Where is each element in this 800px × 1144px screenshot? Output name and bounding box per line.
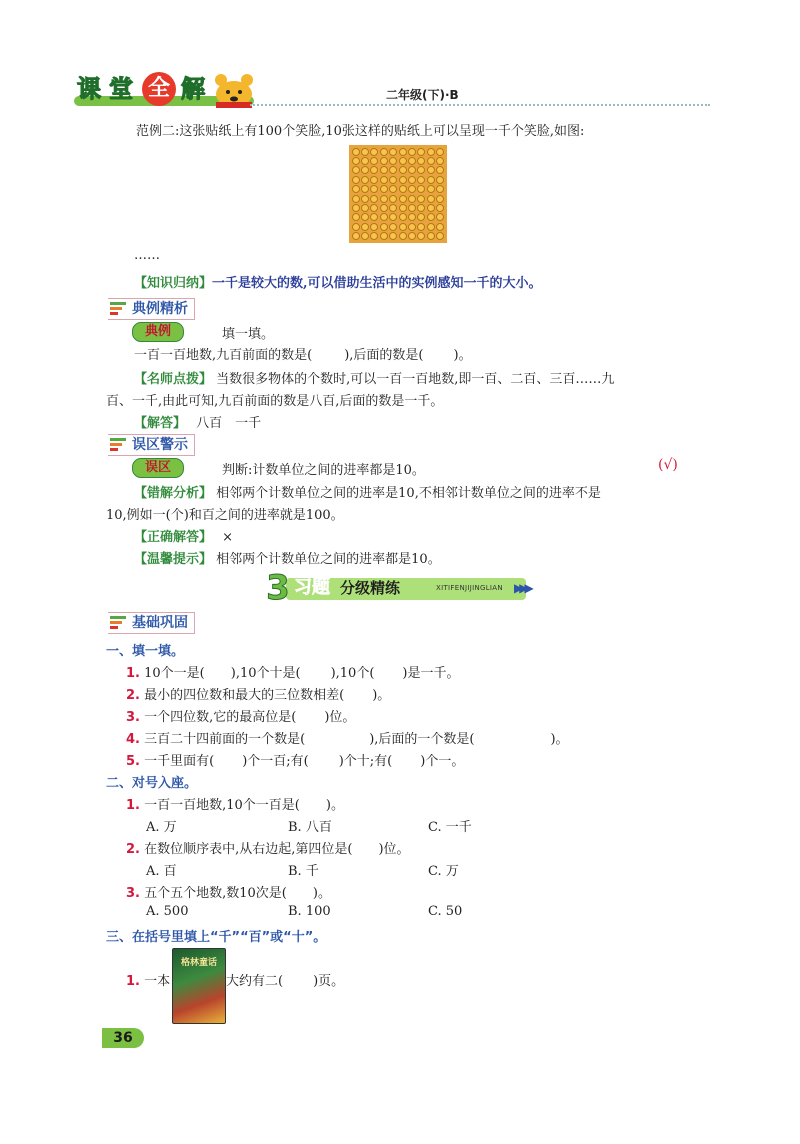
smiley-face-icon (427, 157, 435, 165)
question-number: 1. (126, 974, 140, 989)
typical-question-part: 一百一百地数,九百前面的数是( (134, 348, 313, 363)
smiley-face-icon (399, 204, 407, 212)
part1-q4 (126, 728, 569, 747)
section-typical-examples (108, 298, 195, 320)
smiley-face-icon (361, 195, 369, 203)
logo-char-2: 堂 (109, 75, 133, 103)
question-text: ),10个十是( (230, 666, 301, 681)
part2-title: 二、对号入座。 (106, 776, 198, 791)
answer-tag: 【解答】 (134, 416, 187, 431)
part1-q5 (126, 750, 464, 769)
part1-title: 一、填一填。 (106, 644, 185, 659)
smiley-face-icon (417, 223, 425, 231)
answer-line (134, 412, 261, 431)
smiley-face-icon (399, 176, 407, 184)
triple-arrow-icon: ▶▶▶ (514, 581, 530, 595)
smiley-face-icon (361, 166, 369, 174)
smiley-face-icon (427, 204, 435, 212)
analysis-line-1 (134, 482, 601, 501)
smiley-face-icon (417, 232, 425, 240)
smiley-face-icon (408, 166, 416, 174)
mistake-pill: 误区 (132, 458, 184, 478)
tip-text: 当数很多物体的个数时,可以一百一百地数,即一百、二百、三百……九 (216, 372, 615, 387)
tip-line-1 (134, 368, 614, 387)
analysis-tag: 【错解分析】 (134, 486, 213, 501)
mistake-text: 判断:计数单位之间的进率都是10。 (222, 463, 425, 478)
smiley-face-icon (352, 232, 360, 240)
smiley-face-icon (408, 195, 416, 203)
option-b[interactable]: B. 八百 (288, 820, 332, 835)
smiley-face-icon (427, 176, 435, 184)
smiley-face-icon (389, 157, 397, 165)
smiley-face-icon (380, 223, 388, 231)
book-title: 格林童话 (180, 958, 217, 968)
smiley-face-icon (352, 148, 360, 156)
smiley-face-icon (417, 213, 425, 221)
analysis-text: 相邻两个计数单位之间的进率是10,不相邻计数单位之间的进率不是 (216, 486, 601, 501)
smiley-face-icon (436, 185, 444, 193)
question-text: ),后面的一个数是( (369, 732, 475, 747)
smiley-face-icon (417, 157, 425, 165)
smiley-face-icon (436, 232, 444, 240)
banner-pinyin: XITIFENJIJINGLIAN (436, 584, 503, 592)
smiley-face-icon (370, 223, 378, 231)
answer-text: 八百 一千 (196, 416, 262, 431)
question-number: 1. (126, 798, 140, 813)
knowledge-line (134, 272, 542, 291)
question-text: )位。 (324, 710, 356, 725)
smiley-face-icon (352, 204, 360, 212)
analysis-line-2: 10,例如一(个)和百之间的进率就是100。 (106, 508, 344, 523)
smiley-face-icon (408, 204, 416, 212)
smiley-face-icon (399, 148, 407, 156)
smiley-face-icon (436, 195, 444, 203)
smiley-face-icon (352, 157, 360, 165)
header-divider (250, 104, 710, 106)
question-text: 三百二十四前面的一个数是( (144, 732, 306, 747)
reminder-text: 相邻两个计数单位之间的进率都是10。 (216, 552, 441, 567)
smiley-face-icon (361, 157, 369, 165)
smiley-face-icon (370, 148, 378, 156)
smiley-face-icon (399, 195, 407, 203)
smiley-face-icon (436, 157, 444, 165)
smiley-face-icon (436, 166, 444, 174)
section-bars-icon (110, 438, 126, 452)
smiley-face-icon (352, 176, 360, 184)
typical-question (134, 344, 472, 363)
section-title: 基础巩固 (132, 615, 188, 631)
smiley-face-icon (380, 185, 388, 193)
smiley-face-icon (361, 185, 369, 193)
part3-q1-start (126, 970, 170, 989)
smiley-face-icon (427, 232, 435, 240)
section-bars-icon (110, 616, 126, 630)
question-text: )个十;有( (338, 754, 393, 769)
smiley-face-icon (380, 148, 388, 156)
typical-pill: 典例 (132, 322, 184, 342)
smiley-face-icon (427, 223, 435, 231)
question-number: 1. (126, 666, 140, 681)
smiley-face-icon (361, 176, 369, 184)
part3-q1-end (226, 970, 344, 989)
smiley-face-icon (427, 148, 435, 156)
section-basic-consolidation (108, 612, 195, 634)
smiley-face-icon (380, 195, 388, 203)
question-text: 大约有二( (226, 974, 284, 989)
question-text: )位。 (378, 842, 410, 857)
smiley-face-icon (380, 204, 388, 212)
question-text: )。 (550, 732, 569, 747)
option-c[interactable]: C. 万 (428, 864, 459, 879)
smiley-face-icon (427, 195, 435, 203)
logo-char-1: 课 (77, 75, 101, 103)
question-text: )是一千。 (402, 666, 460, 681)
smiley-face-icon (370, 185, 378, 193)
question-text: 在数位顺序表中,从右边起,第四位是( (144, 842, 353, 857)
smiley-face-icon (352, 223, 360, 231)
question-text: )页。 (313, 974, 345, 989)
smiley-face-icon (370, 232, 378, 240)
option-b[interactable]: B. 千 (288, 864, 319, 879)
smiley-face-icon (370, 204, 378, 212)
smiley-face-icon (389, 185, 397, 193)
smiley-face-icon (389, 195, 397, 203)
part1-q1 (126, 662, 459, 681)
question-text: 一个四位数,它的最高位是( (144, 710, 297, 725)
smiley-face-icon (399, 166, 407, 174)
question-text: 一本 (144, 974, 171, 989)
part2-q3 (126, 882, 331, 901)
option-a[interactable]: A. 500 (146, 904, 189, 919)
banner-red-title: 习题 (294, 577, 330, 598)
smiley-face-icon (436, 223, 444, 231)
knowledge-tag: 【知识归纳】 (134, 276, 213, 291)
smiley-face-icon (361, 223, 369, 231)
typical-prompt: 填一填。 (222, 327, 275, 342)
smiley-face-icon (417, 204, 425, 212)
typical-question-part: ),后面的数是( (344, 348, 424, 363)
smiley-face-icon (408, 232, 416, 240)
smiley-face-icon (352, 213, 360, 221)
smiley-face-icon (417, 176, 425, 184)
banner-number: 3 (266, 568, 290, 608)
banner-title: 分级精练 (340, 579, 401, 597)
smiley-face-icon (380, 157, 388, 165)
smiley-face-icon (436, 176, 444, 184)
smiley-face-icon (417, 148, 425, 156)
option-a[interactable]: A. 万 (146, 820, 177, 835)
logo-char-4: 解 (181, 75, 205, 103)
smiley-face-icon (408, 185, 416, 193)
smiley-face-icon (380, 166, 388, 174)
smiley-face-icon (436, 213, 444, 221)
question-text: )个一。 (420, 754, 465, 769)
smiley-face-icon (408, 223, 416, 231)
mistake-mark (658, 457, 678, 473)
smiley-face-icon (361, 204, 369, 212)
question-text: ),10个( (330, 666, 375, 681)
section-title: 典例精析 (132, 301, 188, 317)
section-title: 误区警示 (132, 437, 188, 453)
question-text: 10个一是( (144, 666, 205, 681)
question-number: 3. (126, 710, 140, 725)
smiley-face-icon (370, 166, 378, 174)
grade-label: 二年级(下)·B (386, 88, 459, 102)
question-text: 一千里面有( (144, 754, 215, 769)
question-number: 5. (126, 754, 140, 769)
smiley-face-icon (408, 176, 416, 184)
correct-text: × (222, 530, 234, 545)
smiley-face-icon (436, 204, 444, 212)
tip-line-2: 百、一千,由此可知,九百前面的数是八百,后面的数是一千。 (106, 394, 444, 409)
smiley-face-icon (389, 232, 397, 240)
reminder-tag: 【温馨提示】 (134, 552, 213, 567)
part1-q3 (126, 706, 355, 725)
smiley-face-icon (380, 213, 388, 221)
question-number: 3. (126, 886, 140, 901)
page-number: 36 (102, 1028, 144, 1048)
exercise-banner (258, 570, 538, 606)
knowledge-text: 一千是较大的数,可以借助生活中的实例感知一千的大小。 (212, 276, 542, 291)
part1-q2 (126, 684, 390, 703)
smiley-face-icon (408, 157, 416, 165)
bear-mascot-icon (210, 68, 258, 108)
smiley-face-icon (417, 185, 425, 193)
question-text: )。 (372, 688, 391, 703)
smiley-face-icon (370, 213, 378, 221)
smiley-face-icon (389, 166, 397, 174)
smiley-face-icon (370, 195, 378, 203)
smiley-face-icon (408, 148, 416, 156)
smiley-sticker-image (349, 145, 447, 243)
smiley-face-icon (389, 213, 397, 221)
correct-tag: 【正确解答】 (134, 530, 213, 545)
smiley-face-icon (436, 148, 444, 156)
smiley-face-icon (399, 223, 407, 231)
part3-title: 三、在括号里填上“千”“百”或“十”。 (106, 930, 327, 945)
smiley-face-icon (399, 157, 407, 165)
option-c[interactable]: C. 一千 (428, 820, 472, 835)
smiley-face-icon (417, 166, 425, 174)
correct-line (134, 526, 233, 545)
section-mistake-warning (108, 434, 195, 456)
logo-char-3: 全 (142, 72, 176, 106)
question-number: 4. (126, 732, 140, 747)
question-text: 最小的四位数和最大的三位数相差( (144, 688, 345, 703)
typical-question-part: )。 (453, 348, 472, 363)
smiley-face-icon (380, 232, 388, 240)
smiley-face-icon (417, 195, 425, 203)
ellipsis: …… (134, 248, 160, 263)
smiley-face-icon (352, 166, 360, 174)
question-number: 2. (126, 842, 140, 857)
smiley-face-icon (370, 176, 378, 184)
smiley-face-icon (399, 213, 407, 221)
mistake-mark-text: (√) (658, 457, 678, 473)
question-text: )。 (312, 886, 331, 901)
question-text: )个一百;有( (242, 754, 309, 769)
smiley-face-icon (361, 213, 369, 221)
smiley-face-icon (380, 176, 388, 184)
smiley-face-icon (352, 195, 360, 203)
smiley-face-icon (427, 166, 435, 174)
smiley-face-icon (399, 185, 407, 193)
question-number: 2. (126, 688, 140, 703)
tip-tag: 【名师点拨】 (134, 372, 213, 387)
option-c[interactable]: C. 50 (428, 904, 463, 919)
part2-q1 (126, 794, 344, 813)
smiley-face-icon (427, 213, 435, 221)
question-text: )。 (325, 798, 344, 813)
reminder-line (134, 548, 441, 567)
smiley-face-icon (361, 148, 369, 156)
smiley-face-icon (389, 148, 397, 156)
smiley-face-icon (389, 204, 397, 212)
smiley-face-icon (361, 232, 369, 240)
option-b[interactable]: B. 100 (288, 904, 331, 919)
smiley-face-icon (389, 223, 397, 231)
part2-q2 (126, 838, 410, 857)
question-text: 一百一百地数,10个一百是( (144, 798, 300, 813)
question-text: 五个五个地数,数10次是( (144, 886, 287, 901)
smiley-face-icon (427, 185, 435, 193)
smiley-face-icon (399, 232, 407, 240)
book-cover-image (172, 948, 226, 1024)
smiley-face-icon (389, 176, 397, 184)
section-bars-icon (110, 302, 126, 316)
smiley-face-icon (352, 185, 360, 193)
example2-text: 范例二:这张贴纸上有100个笑脸,10张这样的贴纸上可以呈现一千个笑脸,如图: (136, 124, 585, 139)
smiley-face-icon (408, 213, 416, 221)
smiley-face-icon (370, 157, 378, 165)
option-a[interactable]: A. 百 (146, 864, 177, 879)
